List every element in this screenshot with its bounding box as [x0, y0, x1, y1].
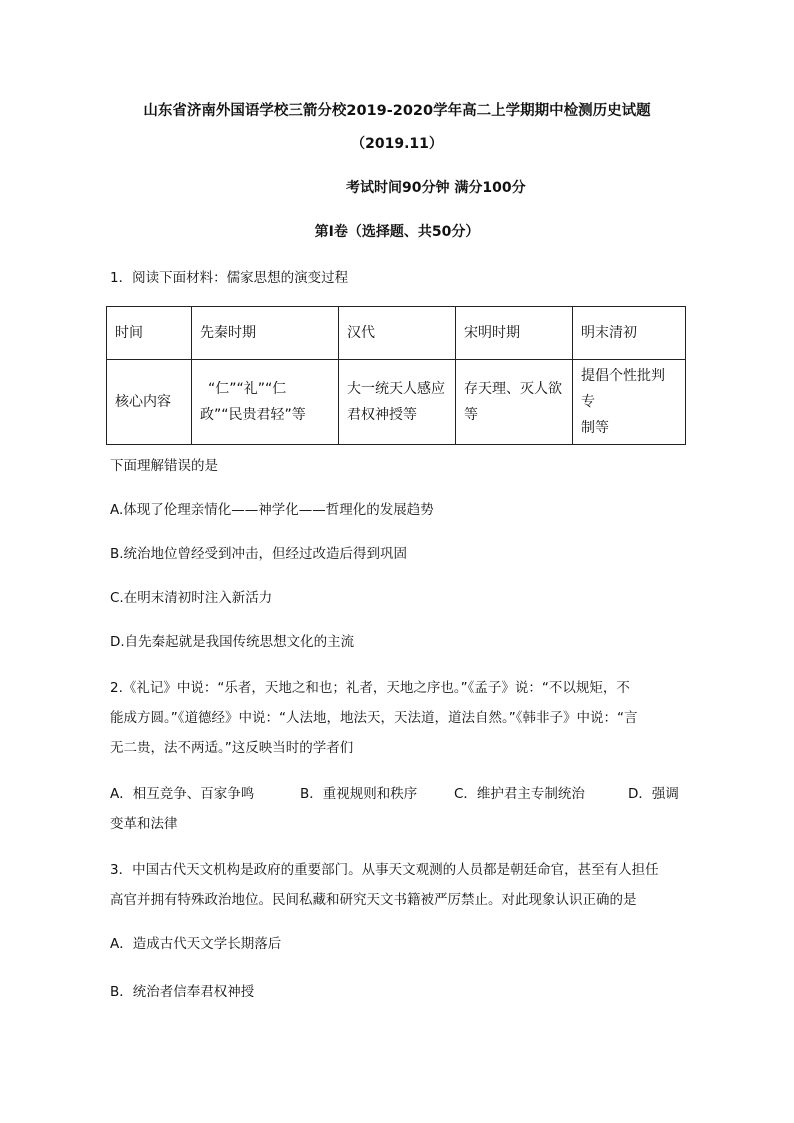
question-2-line: 2.《礼记》中说：“乐者，天地之和也；礼者，天地之序也。”《孟子》说：“不以规矩，不 [110, 680, 630, 696]
question-2-option-a: A．相互竞争、百家争鸣 [110, 786, 255, 802]
table-row-label: 核心内容 [107, 360, 192, 445]
cell-line: 等 [464, 407, 478, 423]
exam-title: 山东省济南外国语学校三箭分校2019-2020学年高二上学期期中检测历史试题 [143, 103, 651, 119]
question-2-option-c: C．维护君主专制统治 [454, 786, 585, 802]
table-cell [573, 360, 686, 445]
question-3-line: 3．中国古代天文机构是政府的重要部门。从事天文观测的人员都是朝廷命官，甚至有人担任 [110, 862, 659, 878]
table-header-cell: 宋明时期 [456, 307, 573, 360]
question-3-line: 高官并拥有特殊政治地位。民间私藏和研究天文书籍被严厉禁止。对此现象认识正确的是 [110, 892, 637, 908]
cell-line: 存天理、灭人欲 [464, 381, 562, 397]
exam-date: （2019.11） [351, 136, 443, 152]
question-2-option-d: D．强调 [628, 786, 679, 802]
cell-line: 君权神授等 [347, 407, 417, 423]
confucianism-evolution-table [106, 306, 686, 445]
question-1-option-b: B.统治地位曾经受到冲击，但经过改造后得到巩固 [110, 546, 408, 562]
question-1-option-a: A.体现了伦理亲情化——神学化——哲理化的发展趋势 [110, 502, 434, 518]
table-cell [456, 360, 573, 445]
question-2-line: 能成方圆。”《道德经》中说：“人法地，地法天，天法道，道法自然。”《韩非子》中说：“言 [110, 710, 638, 726]
question-1-prompt: 下面理解错误的是 [110, 458, 218, 474]
question-1-option-c: C.在明末清初时注入新活力 [110, 590, 273, 606]
question-2-line: 无二贵，法不两适。”这反映当时的学者们 [110, 740, 354, 756]
cell-line: 大一统天人感应 [347, 381, 445, 397]
cell-line: “仁”“礼”“仁 [208, 381, 287, 397]
table-cell [192, 360, 339, 445]
question-3-option-a: A．造成古代天文学长期落后 [110, 936, 282, 952]
question-3-option-b: B．统治者信奉君权神授 [110, 984, 255, 1000]
table-header-cell: 明末清初 [573, 307, 686, 360]
table-cell [339, 360, 456, 445]
table-header-cell: 先秦时期 [192, 307, 339, 360]
question-2-option-d-wrap: 变革和法律 [110, 816, 178, 832]
question-1-stem: 1．阅读下面材料：儒家思想的演变过程 [110, 270, 349, 286]
question-1-option-d: D.自先秦起就是我国传统思想文化的主流 [110, 634, 355, 650]
table-header-cell: 汉代 [339, 307, 456, 360]
table-header-row [107, 307, 686, 360]
table-header-cell: 时间 [107, 307, 192, 360]
cell-line: 提倡个性批判专 [581, 368, 665, 410]
question-2-option-b: B．重视规则和秩序 [300, 786, 418, 802]
cell-line: 政”“民贵君轻”等 [200, 407, 306, 423]
section-title: 第Ⅰ卷（选择题、共50分） [314, 224, 480, 240]
cell-line: 制等 [581, 420, 609, 436]
exam-info: 考试时间90分钟 满分100分 [346, 180, 526, 196]
table-row [107, 360, 686, 445]
